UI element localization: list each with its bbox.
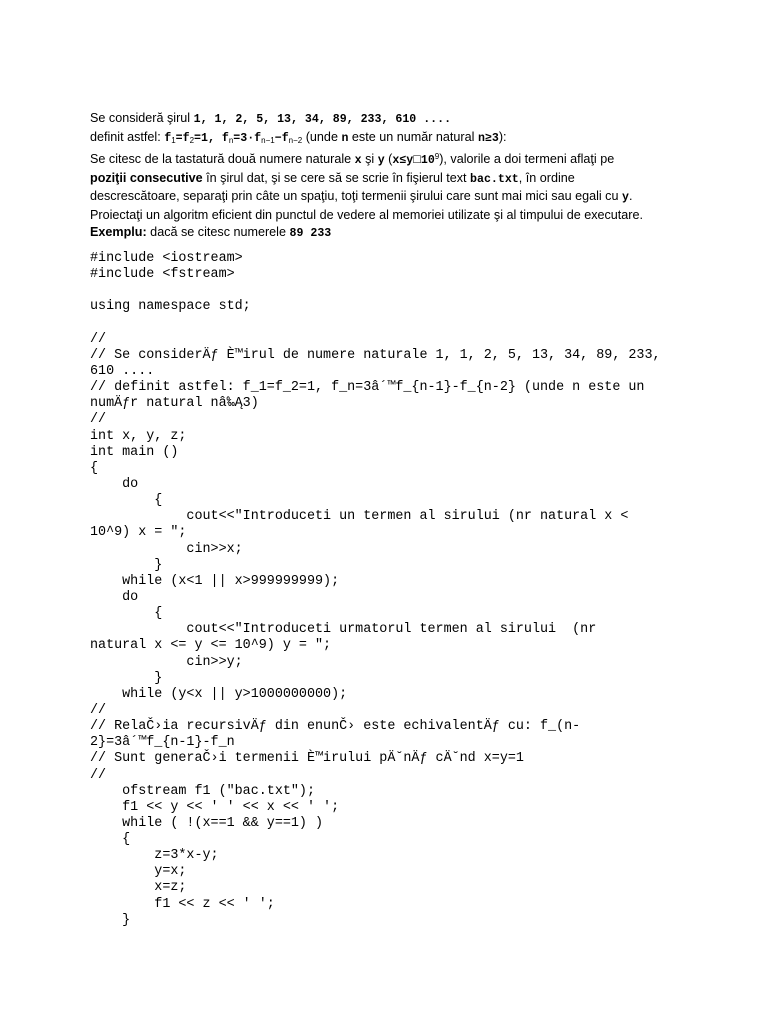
code-line (90, 283, 760, 299)
code-line: while (y<x || y>1000000000); (90, 686, 348, 702)
var-x: x (354, 154, 362, 168)
code-line: #include <fstream> (90, 267, 235, 283)
sequence-values: 1, 1, 2, 5, 13, 34, 89, 233, 610 (193, 113, 417, 126)
ten: 10 (420, 154, 435, 168)
var-y: y (621, 191, 629, 205)
text: dacă se citesc numerele (146, 224, 290, 239)
code-line: // (90, 331, 107, 347)
text: definit astfel: (90, 129, 165, 144)
code-line: { (90, 493, 163, 509)
subscript: n−1 (261, 135, 275, 145)
exponent: 9 (434, 152, 440, 162)
problem-line-5 (90, 188, 750, 207)
code-line: while ( !(x==1 && y==1) ) (90, 815, 324, 831)
code-line: numÄƒr natural nâ‰Ą3) (90, 396, 259, 412)
example-label: Exemplu: (90, 224, 147, 239)
code-line: int x, y, z; (90, 428, 187, 444)
file-name: bac.txt (470, 172, 519, 186)
formula-minus: − (274, 131, 282, 145)
missing-glyph-box: □ (413, 152, 421, 167)
text: ), valorile a doi termeni aflaţi pe (439, 152, 615, 167)
text: este un număr natural (348, 129, 478, 144)
code-line: do (90, 476, 139, 492)
code-line: f1 << y << ' ' << x << ' '; (90, 799, 340, 815)
formula-eq: =3· (233, 131, 255, 145)
text: Se citesc de la tastatură două numere naturale (90, 152, 355, 167)
code-line: // (90, 767, 107, 783)
condition: n≥3 (477, 131, 499, 145)
var-y: y (377, 154, 385, 168)
text: . (628, 189, 633, 204)
text: şi (361, 152, 378, 167)
code-line: 2}=3â´™f_{n-1}-f_n (90, 735, 235, 751)
code-line: // (90, 702, 107, 718)
code-line: // definit astfel: f_1=f_2=1, f_n=3â´™f_{n-1}-f_{n-2} (unde n este un (90, 380, 645, 396)
text: (unde (302, 129, 342, 144)
problem-line-1 (90, 110, 750, 129)
code-line: cout<<"Introduceti urmatorul termen al sirului (nr (90, 622, 597, 638)
problem-line-6: Proiectaţi un algoritm eficient din punctul de vedere al memoriei utilizate şi al timpului de executare. (90, 207, 644, 222)
code-line: natural x <= y <= 10^9) y = "; (90, 638, 332, 654)
inequality: x≤y (392, 154, 414, 168)
code-line: // RelaČ›ia recursivÄƒ din enunČ› este echivalentÄƒ cu: f_(n- (90, 719, 581, 735)
code-line: { (90, 460, 99, 476)
problem-line-2 (90, 129, 750, 150)
var-n: n (341, 131, 349, 145)
problem-line-4 (90, 170, 750, 189)
problem-line-3 (90, 149, 750, 170)
code-line: using namespace std; (90, 299, 251, 315)
formula-f: f (281, 131, 289, 145)
problem-line-7 (90, 224, 750, 243)
code-line: cin>>x; (90, 541, 243, 557)
code-line (90, 316, 760, 332)
code-line: { (90, 832, 131, 848)
formula-f: f (164, 131, 172, 145)
example-numbers: 89 233 (289, 226, 332, 240)
formula-f: f (182, 131, 190, 145)
formula-eq: =1, (194, 131, 222, 145)
code-listing (90, 251, 760, 929)
formula-f: f (254, 131, 262, 145)
code-line: } (90, 670, 163, 686)
text: ): (498, 129, 507, 144)
code-line: int main () (90, 444, 179, 460)
text: descrescătoare, separaţi prin câte un spaţiu, toţi termenii şirului care sunt mai mici sau egali cu (90, 189, 622, 204)
code-line: 10^9) x = "; (90, 525, 187, 541)
subscript: n (228, 135, 234, 145)
code-line: // Sunt generaČ›i termenii È™irului pÄ˘nÄƒ cÄ˘nd x=y=1 (90, 751, 524, 767)
formula-f: f (221, 131, 229, 145)
code-line: 610 .... (90, 363, 155, 379)
code-line: do (90, 589, 139, 605)
code-line: y=x; (90, 864, 187, 880)
code-line: // Se considerÄƒ È™irul de numere naturale 1, 1, 2, 5, 13, 34, 89, 233, (90, 347, 661, 363)
code-line: // (90, 412, 107, 428)
code-line: cout<<"Introduceti un termen al sirului (nr natural x < (90, 509, 629, 525)
text: Se consideră şirul (90, 111, 194, 125)
text: ( (384, 152, 393, 167)
formula-eq: = (175, 131, 183, 145)
code-line: #include <iostream> (90, 251, 243, 266)
code-line: f1 << z << ' '; (90, 896, 275, 912)
code-line: while (x<1 || x>999999999); (90, 573, 340, 589)
problem-statement (90, 110, 750, 242)
code-line: cin>>y; (90, 654, 243, 670)
code-line: } (90, 557, 163, 573)
bold-phrase: poziţii consecutive (90, 170, 203, 185)
subscript: 1 (171, 135, 176, 145)
code-line: x=z; (90, 880, 187, 896)
text: , în ordine (518, 170, 575, 185)
text: în şirul dat, şi se cere să se scrie în fişierul text (202, 170, 471, 185)
ellipsis: .... (416, 113, 452, 126)
code-line: } (90, 912, 131, 928)
code-line: ofstream f1 ("bac.txt"); (90, 783, 315, 799)
subscript: 2 (189, 135, 195, 145)
subscript: n−2 (288, 135, 303, 145)
code-line: z=3*x-y; (90, 848, 219, 864)
code-line: { (90, 606, 163, 622)
